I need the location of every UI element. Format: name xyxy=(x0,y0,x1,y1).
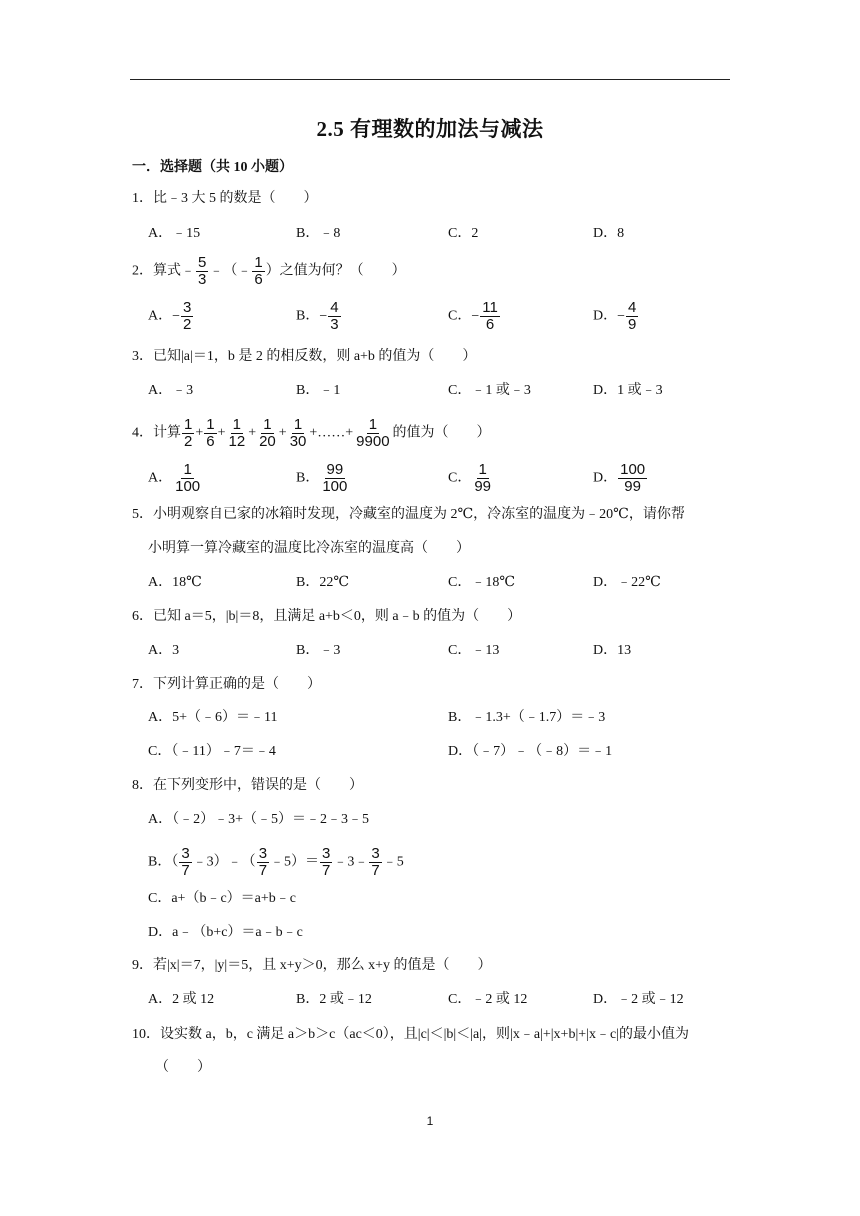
q4-option-a: A． $\frac{1}{100}$ xyxy=(148,461,201,495)
q8-option-d: D．a﹣（b+c）＝a﹣b﹣c xyxy=(148,925,303,940)
q4-option-b: B． $\frac{99}{100}$ xyxy=(296,461,348,495)
q3-option-c: C．﹣1 或﹣3 xyxy=(448,383,531,398)
q4-prefix: 4．计算 xyxy=(132,425,181,441)
q1-option-d: D．8 xyxy=(593,226,625,241)
question-8: 8．在下列变形中，错误的是（ ） xyxy=(132,778,363,793)
q4-term-4: $\frac{1}{20}$ xyxy=(259,416,276,450)
q7-option-c: C．（﹣11）﹣7＝﹣4 xyxy=(148,744,276,759)
q6-option-d: D．13 xyxy=(593,643,632,658)
q5-option-b: B．22℃ xyxy=(296,575,349,590)
q9-option-d: D．﹣2 或﹣12 xyxy=(593,992,684,1007)
question-5-line-2: 小明算一算冷藏室的温度比冷冻室的温度高（ ） xyxy=(148,541,470,556)
question-10-line-2: （ ） xyxy=(155,1060,211,1075)
q1-option-b: B．﹣8 xyxy=(296,226,341,241)
section-heading: 一．选择题（共 10 小题） xyxy=(132,160,293,175)
q5-option-c: C．﹣18℃ xyxy=(448,575,515,590)
q2-mid: ﹣（﹣ xyxy=(209,263,252,279)
q9-option-c: C．﹣2 或 12 xyxy=(448,992,528,1007)
q2-suffix: ）之值为何？（ ） xyxy=(265,263,406,279)
q4-term-last: $\frac{1}{9900}$ xyxy=(356,416,390,450)
q9-option-a: A．2 或 12 xyxy=(148,992,215,1007)
q6-option-b: B．﹣3 xyxy=(296,643,341,658)
q8-option-c: C．a+（b﹣c）＝a+b﹣c xyxy=(148,891,296,906)
q4-option-c: C． $\frac{1}{99}$ xyxy=(448,461,492,495)
question-3: 3．已知|a|＝1，b 是 2 的相反数，则 a+b 的值为（ ） xyxy=(132,349,477,364)
q8-option-b: B．（ $\frac{3}{7}$ ﹣3）﹣（ $\frac{3}{7}$ ﹣5）＝ $\frac{3}{7}$ ﹣3﹣ $\frac{3}{7}$ ﹣5 xyxy=(148,845,404,879)
q2-option-c: C．− $\frac{11}{6}$ xyxy=(448,299,498,333)
question-2 xyxy=(132,255,406,288)
q7-option-a: A．5+（﹣6）＝﹣11 xyxy=(148,710,278,725)
q6-option-a: A．3 xyxy=(148,643,180,658)
header-rule xyxy=(130,79,730,80)
q2-fraction-1: $\frac{5}{3}$ xyxy=(198,254,207,288)
q2-option-b: B．− $\frac{4}{3}$ xyxy=(296,299,339,333)
q4-term-5: $\frac{1}{30}$ xyxy=(289,416,307,450)
question-5-line-1: 5．小明观察自已家的冰箱时发现，冷藏室的温度为 2℃，冷冻室的温度为﹣20℃，请你帮 xyxy=(132,507,685,522)
q3-option-a: A．﹣3 xyxy=(148,383,194,398)
question-6: 6．已知 a＝5，|b|＝8，且满足 a+b＜0，则 a﹣b 的值为（ ） xyxy=(132,609,522,624)
q7-option-b: B．﹣1.3+（﹣1.7）＝﹣3 xyxy=(448,710,606,725)
q1-option-a: A．﹣15 xyxy=(148,226,201,241)
q5-option-a: A．18℃ xyxy=(148,575,202,590)
q4-term-3: $\frac{1}{12}$ xyxy=(228,416,246,450)
q3-option-b: B．﹣1 xyxy=(296,383,341,398)
question-9: 9．若|x|＝7，|y|＝5，且 x+y＞0，那么 x+y 的值是（ ） xyxy=(132,958,492,973)
q4-term-2: $\frac{1}{6}$ xyxy=(206,416,215,450)
q2-option-d: D．− $\frac{4}{9}$ xyxy=(593,299,637,333)
q4-suffix: 的值为（ ） xyxy=(392,425,491,441)
page-number: 1 xyxy=(426,1114,434,1128)
q2-option-a: A．− $\frac{3}{2}$ xyxy=(148,299,192,333)
page-title: 2.5 有理数的加法与减法 xyxy=(316,117,544,141)
q4-dots: +……+ xyxy=(309,425,354,441)
q9-option-b: B．2 或﹣12 xyxy=(296,992,372,1007)
q8-option-a: A．（﹣2）﹣3+（﹣5）＝﹣2﹣3﹣5 xyxy=(148,812,370,827)
q5-option-d: D．﹣22℃ xyxy=(593,575,661,590)
q3-option-d: D．1 或﹣3 xyxy=(593,383,663,398)
question-7: 7．下列计算正确的是（ ） xyxy=(132,677,321,692)
q4-term-1: $\frac{1}{2}$ xyxy=(184,416,193,450)
q2-prefix: 2．算式﹣ xyxy=(132,263,195,279)
q6-option-c: C．﹣13 xyxy=(448,643,500,658)
q4-option-d: D． $\frac{100}{99}$ xyxy=(593,461,646,495)
q1-option-c: C．2 xyxy=(448,226,479,241)
q2-fraction-2: $\frac{1}{6}$ xyxy=(254,254,263,288)
q7-option-d: D．（﹣7）﹣（﹣8）＝﹣1 xyxy=(448,744,613,759)
question-1: 1．比﹣3 大 5 的数是（ ） xyxy=(132,191,318,206)
question-10-line-1: 10．设实数 a，b，c 满足 a＞b＞c（ac＜0），且|c|＜|b|＜|a|，则|x﹣a|+|x+b|+|x﹣c|的最小值为 xyxy=(132,1027,689,1042)
question-4: 4．计算 $\frac{1}{2}$ + $\frac{1}{6}$ + $\frac{1}{12}$ + $\frac{1}{20}$ + $\frac{1}{30}$ +……+ $\frac{1}{9900}$ 的值为（ ） xyxy=(132,416,491,450)
